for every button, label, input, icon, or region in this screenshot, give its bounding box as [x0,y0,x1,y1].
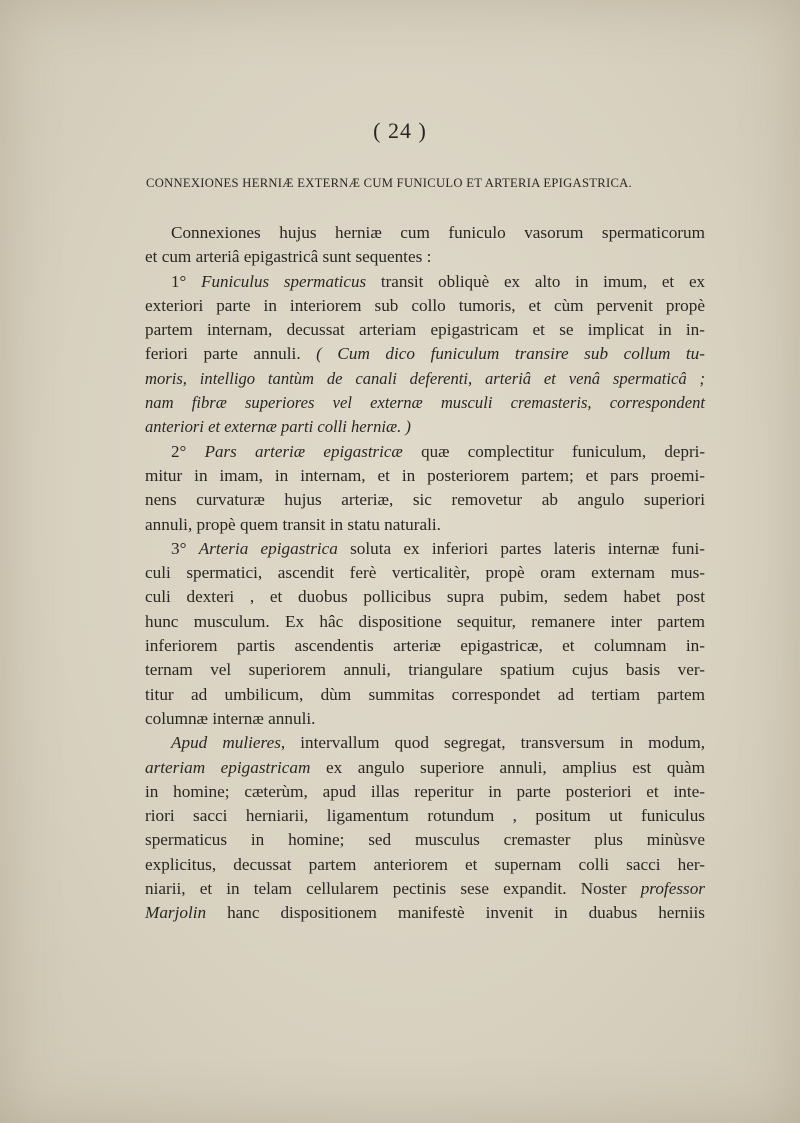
text-line [145,634,705,658]
text-segment: riori sacci herniarii, ligamentum rotundum , positum ut funiculus [145,806,705,826]
text-segment: Connexiones hujus herniæ cum funiculo vasorum spermaticorum [171,223,705,242]
text-line [145,756,705,780]
text-segment: et cum arteriâ epigastricâ sunt sequentes : [145,247,432,267]
text-segment: transit obliquè ex alto in imum, et ex [366,271,705,291]
text-segment: exteriori parte in interiorem sub collo tumoris, et cùm pervenit propè [145,295,705,315]
text-segment: nens curvaturæ hujus arteriæ, sic removetur ab angulo superiori [145,490,705,510]
text-segment: 3° [171,538,199,558]
text-line [145,513,705,537]
text-line [145,853,705,877]
text-line [145,707,705,731]
text-line [145,440,705,464]
italic-segment: ( Cum dico funiculum transire sub collum tu- [316,344,705,364]
text-line [145,658,705,682]
text-line [145,342,705,366]
italic-segment: professor [640,879,705,899]
text-segment: 2° [171,441,205,461]
text-line [145,270,705,294]
text-segment: inferiorem partis ascendentis arteriæ epigastricæ, et columnam in- [145,636,705,656]
text-line [145,561,705,585]
text-segment: ternam vel superiorem annuli, triangulare spatium cujus basis ver- [145,660,705,680]
text-segment: annuli, propè quem transit in statu naturali. [145,514,441,534]
text-line [145,537,705,561]
text-segment: ex angulo superiore annuli, amplius est quàm [310,757,705,777]
italic-segment: Pars arteriæ epigastricæ [204,441,403,461]
text-line [145,731,705,755]
text-line [145,804,705,828]
text-segment: in homine; cæterùm, apud illas reperitur in parte posteriori et inte- [145,781,705,801]
text-line [145,585,705,609]
text-line [145,610,705,634]
text-segment: spermaticus in homine; sed musculus cremaster plus minùsve [145,830,705,850]
text-segment: feriori parte annuli. [145,344,317,364]
text-line [145,318,705,342]
italic-segment: Apud mulieres [171,733,281,753]
text-line [145,367,705,391]
text-segment: , intervallum quod segregat, transversum in modum, [280,733,705,753]
italic-segment: moris, intelligo tantùm de canali deferenti, arteriâ et venâ spermaticâ ; [145,368,705,388]
text-line [145,221,705,245]
text-segment: culi spermatici, ascendit ferè verticalitèr, propè oram externam mus- [145,563,705,583]
text-segment: niarii, et in telam cellularem pectinis sese expandit. Noster [145,879,641,899]
italic-segment: arteriam epigastricam [145,757,311,777]
text-segment: 1° [171,271,202,291]
text-line [145,901,705,925]
body-text [145,221,705,926]
text-segment: mitur in imam, in internam, et in posteriorem partem; et pars proemi- [145,465,705,485]
text-segment: explicitus, decussat partem anteriorem et supernam colli sacci her- [145,854,705,874]
page-number: ( 24 ) [373,118,427,143]
italic-segment: anteriori et externæ parti colli herniæ. ) [145,417,411,437]
text-line [145,828,705,852]
text-line [145,683,705,707]
text-line [145,780,705,804]
text-segment: culi dexteri , et duobus pollicibus supra pubim, sedem habet post [145,587,705,607]
text-segment: columnæ internæ annuli. [145,708,316,728]
italic-segment: Marjolin [145,903,207,923]
text-line [145,391,705,415]
text-segment: soluta ex inferiori partes lateris internæ funi- [337,538,705,558]
text-line [145,245,705,269]
text-segment: hanc dispositionem manifestè invenit in duabus herniis [206,903,705,923]
section-heading: CONNEXIONES HERNIÆ EXTERNÆ CUM FUNICULO ET ARTERIA EPIGASTRICA. [146,176,632,190]
italic-segment: Funiculus spermaticus [201,271,367,291]
text-line [145,415,705,439]
text-segment: titur ad umbilicum, dùm summitas correspondet ad tertiam partem [145,684,705,704]
italic-segment: Arteria epigastrica [198,538,338,558]
italic-segment: nam fibræ superiores vel externæ musculi cremasteris, correspondent [145,393,705,413]
text-line [145,464,705,488]
text-line [145,877,705,901]
text-segment: hunc musculum. Ex hâc dispositione sequitur, remanere inter partem [145,611,705,631]
text-line [145,488,705,512]
text-line [145,294,705,318]
text-segment: quæ complectitur funiculum, depri- [402,441,705,461]
text-segment: partem internam, decussat arteriam epigastricam et se implicat in in- [145,320,705,340]
